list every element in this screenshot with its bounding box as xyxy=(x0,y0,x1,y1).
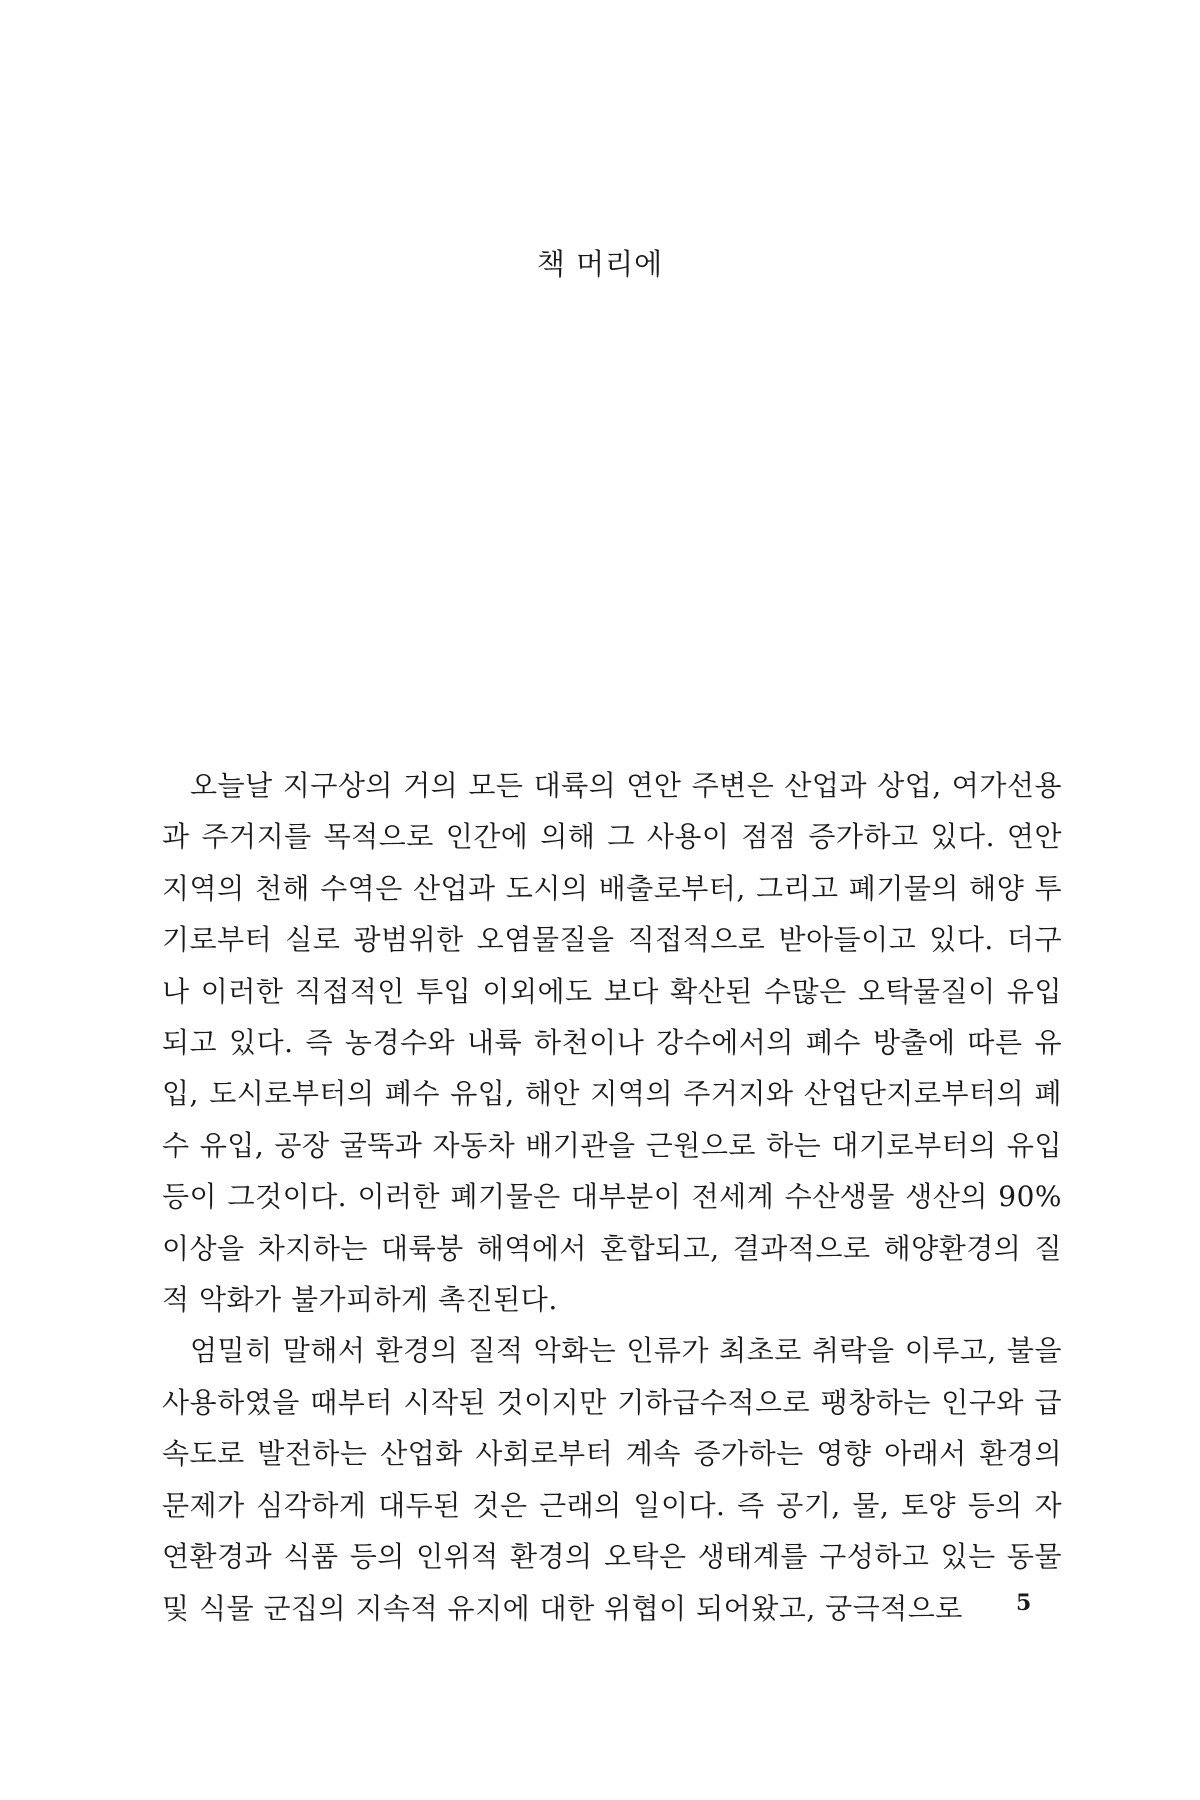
paragraph-1: 오늘날 지구상의 거의 모든 대륙의 연안 주변은 산업과 상업, 여가선용과 주거지를 목적으로 인간에 의해 그 사용이 점점 증가하고 있다. 연안 지역의 천해 수역은 산업과 도시의 배출로부터, 그리고 폐기물의 해양 투기로부터 실로 광범위한 오염물질을 직접적으로 받아들이고 있다. 더구나 이러한 직접적인 투입 이외에도 보다 확산된 수많은 오탁물질이 유입되고 있다. 즉 농경수와 내륙 하천이나 강수에서의 폐수 방출에 따른 유입, 도시로부터의 폐수 유입, 해안 지역의 주거지와 산업단지로부터의 폐수 유입, 공장 굴뚝과 자동차 배기관을 근원으로 하는 대기로부터의 유입 등이 그것이다. 이러한 폐기물은 대부분이 전세계 수산생물 생산의 90% 이상을 차지하는 대륙붕 해역에서 혼합되고, 결과적으로 해양환경의 질적 악화가 불가피하게 촉진된다. xyxy=(162,769,1062,1317)
body-text xyxy=(162,760,1062,1634)
page-title: 책 머리에 xyxy=(536,247,664,281)
page-number: 5 xyxy=(1016,1590,1032,1616)
paragraph-2: 엄밀히 말해서 환경의 질적 악화는 인류가 최초로 취락을 이루고, 불을 사용하였을 때부터 시작된 것이지만 기하급수적으로 팽창하는 인구와 급속도로 발전하는 산업화 사회로부터 계속 증가하는 영향 아래서 환경의 문제가 심각하게 대두된 것은 근래의 일이다. 즉 공기, 물, 토양 등의 자연환경과 식품 등의 인위적 환경의 오탁은 생태계를 구성하고 있는 동물 및 식물 군집의 지속적 유지에 대한 위협이 되어왔고, 궁극적으로 xyxy=(162,1334,1062,1625)
